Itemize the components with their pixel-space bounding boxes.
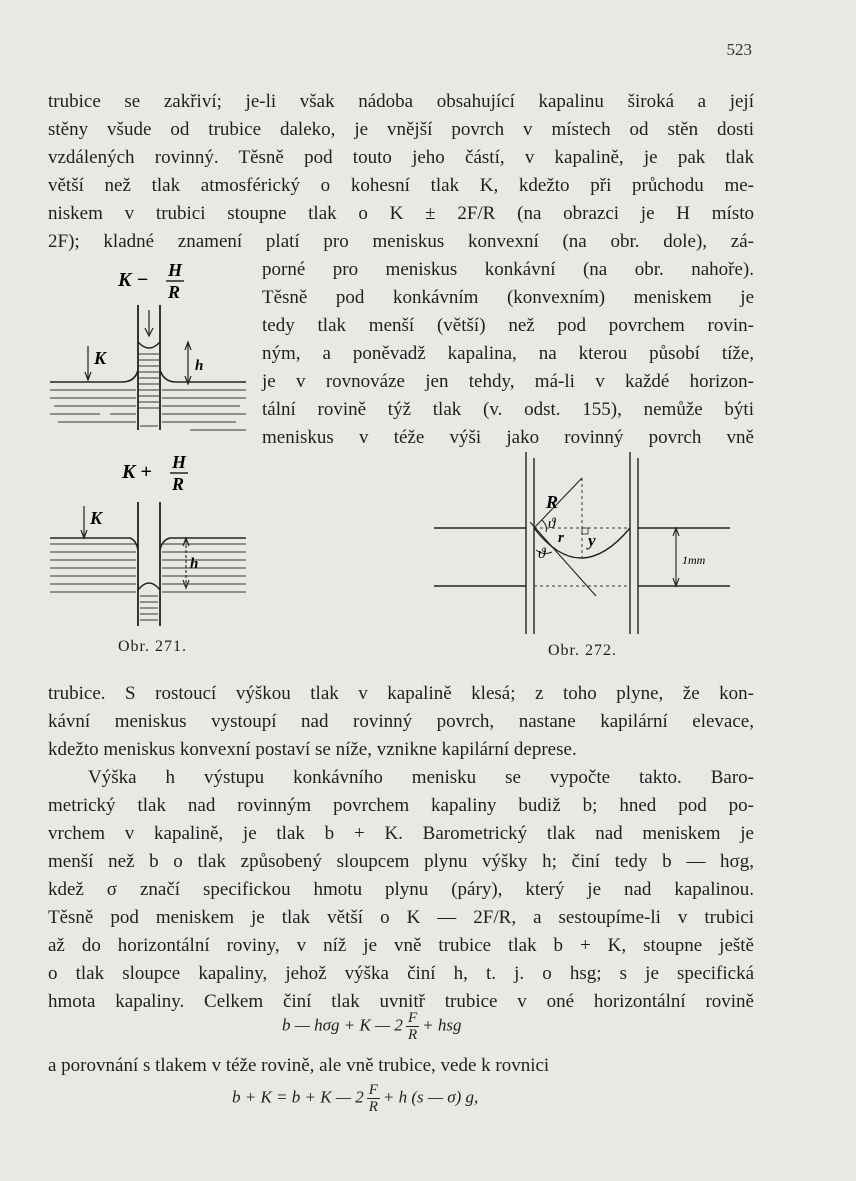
eq1-right: + hsg — [422, 1015, 462, 1035]
text-line: porné pro meniskus konkávní (na obr. nahoře). — [262, 259, 754, 280]
fig272-mm: 1mm — [682, 553, 706, 567]
eq1-num: F — [407, 1010, 418, 1026]
text-line: kávní meniskus vystoupí nad rovinný povrch, nastane kapilární elevace, — [48, 711, 754, 732]
text-line: metrický tlak nad rovinným povrchem kapaliny budiž b; hned pod po- — [48, 795, 754, 816]
eq2-fraction — [367, 1082, 380, 1115]
fig272-r: r — [558, 530, 564, 546]
fig272-theta-top: ϑ — [548, 516, 556, 532]
fig271-bottom-K: K — [90, 508, 103, 528]
text-line: menší než b o tlak způsobený sloupcem plynu výšky h; činí tedy b — hσg, — [48, 851, 754, 872]
eq1-den: R — [407, 1027, 418, 1043]
equation-1 — [282, 1010, 461, 1043]
text-line: meniskus v téže výši jako rovinný povrch vně — [262, 427, 754, 448]
fig271-top-K: K — [94, 348, 107, 368]
eq2-left: b + K = b + K — 2 — [232, 1087, 364, 1107]
eq1-left: b — hσg + K — 2 — [282, 1015, 403, 1035]
equation-2 — [232, 1082, 478, 1115]
text-line: niskem v trubici stoupne tlak o K ± 2F/R (na obrazci je H místo — [48, 203, 754, 224]
text-line: a porovnání s tlakem v téže rovině, ale vně trubice, vede k rovnici — [48, 1055, 550, 1076]
text-line: Těsně pod meniskem je tlak větší o K — 2F/R, a sestoupíme-li v trubici — [48, 907, 754, 928]
fig271-top-frac-den: R — [168, 282, 181, 302]
text-line: o tlak sloupce kapaliny, jehož výška činí h, t. j. o hsg; s je specifická — [48, 963, 754, 984]
fig271-bottom-h: h — [190, 556, 199, 572]
figure-271 — [40, 250, 260, 650]
text-line: až do horizontální roviny, v níž je vně trubice tlak b + K, stoupne ještě — [48, 935, 754, 956]
text-line: stěny všude od trubice daleko, je vnější povrch v místech od stěn dosti — [48, 119, 754, 140]
text-line: kdežto meniskus konvexní postaví se níže, vznikne kapilární deprese. — [48, 739, 577, 760]
fig271-bottom-label: K + — [122, 461, 152, 483]
text-line: hmota kapaliny. Celkem činí tlak uvnitř trubice v oné horizontální rovině — [48, 991, 754, 1012]
text-line: Těsně pod konkávním (konvexním) meniskem je — [262, 287, 754, 308]
fig271-bottom-frac-num: H — [172, 452, 187, 472]
eq2-den: R — [368, 1099, 378, 1115]
page-number: 523 — [726, 40, 752, 59]
figure-272 — [430, 448, 740, 638]
fig271-caption: Obr. 271. — [118, 638, 187, 655]
eq2-right: + h (s — σ) g, — [382, 1087, 479, 1107]
eq1-fraction — [406, 1010, 419, 1043]
text-line: Výška h výstupu konkávního menisku se vypočte takto. Baro- — [88, 767, 754, 788]
fig271-top-label: K − — [118, 269, 149, 291]
text-line: trubice. S rostoucí výškou tlak v kapalině klesá; z toho plyne, že kon- — [48, 683, 754, 704]
text-line: kdež σ značí specifickou hmotu plynu (páry), který je nad kapalinou. — [48, 879, 754, 900]
fig272-R: R — [546, 492, 559, 512]
text-line: tedy tlak menší (větší) než pod povrchem rovin- — [262, 315, 754, 336]
text-line: vzdálených rovinný. Těsně pod touto jeho částí, v kapalině, je pak tlak — [48, 147, 754, 168]
text-line: trubice se zakřiví; je-li však nádoba obsahující kapalinu široká a její — [48, 91, 754, 112]
text-line: větší než tlak atmosférický o kohesní tlak K, kdežto při průchodu me- — [48, 175, 754, 196]
text-line: ným, a poněvadž kapalina, na kterou působí tíže, — [262, 343, 754, 364]
text-line: 2F); kladné znamení platí pro meniskus konvexní (na obr. dole), zá- — [48, 231, 754, 252]
eq2-num: F — [368, 1082, 378, 1098]
fig272-y: y — [588, 531, 596, 550]
fig272-theta-bottom: ϑ — [538, 546, 546, 562]
fig271-bottom-frac-den: R — [172, 474, 185, 494]
fig272-caption: Obr. 272. — [548, 642, 617, 659]
text-line: vrchem v kapalině, je tlak b + K. Barometrický tlak nad meniskem je — [48, 823, 754, 844]
text-line: tální rovině týž tlak (v. odst. 155), nemůže býti — [262, 399, 754, 420]
fig271-top-h: h — [195, 358, 204, 374]
fig271-top-frac-num: H — [168, 260, 183, 280]
text-line: je v rovnováze jen tehdy, má-li v každé horizon- — [262, 371, 754, 392]
